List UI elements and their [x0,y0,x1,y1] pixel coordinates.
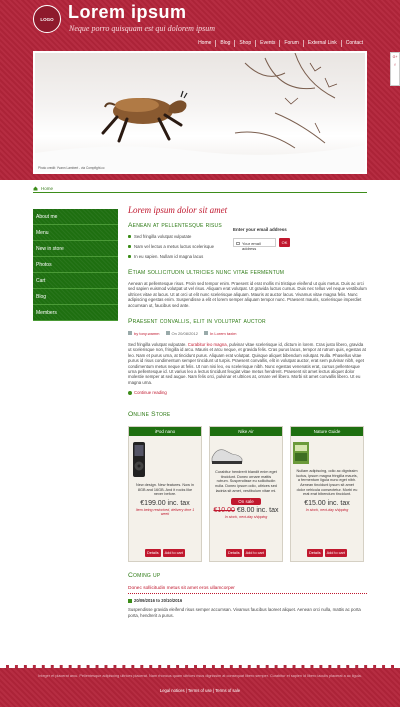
product-desc: Curabitur hendrerit blandit enim eget tincidunt. Donec ornare mattis rutrum. Suspendisse eu sollicitudin nulla. Donec ipsum odio, ultrices sed lacinia sit amet, vestibulum vitae mi. [215,470,277,493]
sidebar-item-members[interactable]: Members [33,305,118,321]
product-name[interactable]: Nike Air [210,427,282,436]
calendar-icon [166,331,170,335]
post-title[interactable]: Praesent convallis, elit in volutpat auctor [128,318,266,326]
nav-contact[interactable]: Contact [341,40,367,47]
list-item: Nam vel lectus a metus luctus scelerisque [128,244,367,249]
product-card-nike [209,426,283,562]
add-to-cart-button[interactable]: Add to cart [245,551,264,556]
chamois-photo [35,53,365,172]
product-price [210,507,282,514]
nav-external-link[interactable]: External Link [303,40,341,47]
coming-up-title: Coming up [128,572,161,580]
sale-price: €8.00 inc. tax [236,507,279,515]
product-name[interactable]: Nature Guide [291,427,363,436]
footer-links[interactable]: Legal notices | Terms of use | Terms of sale [159,688,241,693]
store-title: Online Store [128,411,171,419]
divider [33,192,367,193]
home-icon [33,186,38,191]
event-text: Suspendisse gravida eleifend risus semper accumsan. Vivamus faucibus laoreet aliquet. Aenean orci nulla, mattis ac porta porta, hendrerit a purus. [128,607,361,618]
plus-circle-icon [128,391,132,395]
list-item: Sed fringilla volutpat vulputate [128,234,367,239]
photo-credit: Photo credit: Yvann Lambert - via Compfight.cc [38,166,105,170]
add-to-cart-button[interactable]: Add to cart [326,551,345,556]
sidebar-item-about-me[interactable]: About me [33,209,118,225]
post-text-start: Sed fringilla volutpat vulputate. [128,342,187,348]
sidebar-menu [33,209,118,321]
post-author[interactable]: by tony.wamm [134,331,160,337]
details-button[interactable]: Details [147,551,159,556]
nav-blog[interactable]: Blog [215,40,234,47]
product-name[interactable]: iPod nano [129,427,201,436]
sidebar-item-menu[interactable]: Menu [33,225,118,241]
product-list [128,426,367,562]
book-image[interactable] [291,441,311,465]
user-icon [128,331,132,335]
product-card-nature-guide [290,426,364,562]
continue-reading-link[interactable] [128,390,367,395]
product-desc: Nullam adipiscing, odio ac dignissim luctus, ipsum magna fringilla mauris, a fermentum ligula nunc eget nibh. Aenean tincidunt ipsum sit amet dolor vehicula consectetur. Morbi eu erat erat bibendum tincidunt. [296,469,358,497]
product-desc: New design. New features. Now in 8GB and 16GB. And it rocks like never before. [135,483,195,497]
nav-events[interactable]: Events [255,40,279,47]
breadcrumb [33,186,53,191]
post-text [128,342,367,385]
continue-label: Continue reading [134,390,167,396]
post-inline-link[interactable]: Curabitur leo magna, [187,342,228,348]
sidebar-item-cart[interactable]: Cart [33,273,118,289]
section-title: Etiam sollicitudin ultricies nunc vitae fermentum [128,269,285,276]
event-date [128,598,367,603]
shipping-info: Item being restocked, delivery time 1 week [135,508,195,517]
nav-shop[interactable]: Shop [234,40,255,47]
ipod-image[interactable] [129,441,149,479]
product-card-ipod [128,426,202,562]
list-item: In eu sapien. Nullam id magna lacus [128,254,367,259]
footer-text: Integer et placerat arcu. Pellentesque adipiscing ultrices placerat. Nam rhoncus quam ultrices risus dignissim at consequat libero semper. Curabitur et sapien id libero iaculis placerat a ac ligula. [38,674,362,678]
sidebar-item-photos[interactable]: Photos [33,257,118,273]
bullet-list [128,234,367,259]
page-title: Lorem ipsum dolor sit amet [128,205,228,215]
google-plus-icon[interactable]: G+ [392,55,398,59]
event-date-text: 20/09/2016 to 20/10/2016 [134,598,183,604]
post-date: On 20/08/2012 [171,331,198,337]
section-text: Aenean at pellentesque risus. Proin sed tempor enim. Praesent id erat mollis mi tristique eleifend ut quis metus. Duis ac orci sed sapien euismod volutpat ut vel risus. Aliquam erat volutpat. Ut gravida luctus cursus. Duis nec tellus vel neque vestibulum ultrices vitae at lacus. Ut at orci ut elit nunc scelerisque aliquam. Mauris at auctor lacus. Vivamus vitae magna felis. Nunc adipiscing egestas enim. Suspendisse a elit et lorem semper aliquam tempor nunc. Praesent mauris, scelerisque imperdiet accumsan ut, faucibus sed ante. [128,281,367,308]
shipping-info: In stock, next-day shipping [305,507,349,512]
site-footer [0,665,400,707]
on-sale-badge: On sale [231,498,261,505]
post-category[interactable]: In Lorem taxim [209,331,237,337]
product-price: €15.00 inc. tax [304,499,350,507]
details-button[interactable]: Details [228,551,240,556]
section-title: Aenean at pellentesque risus [128,222,222,229]
main-content [128,205,367,618]
hero-image [33,51,367,174]
post-meta [128,331,367,336]
add-to-cart-button[interactable]: Add to cart [164,551,183,556]
social-tools [390,52,400,86]
site-logo[interactable]: LOGO [33,5,61,33]
calendar-icon [128,599,132,603]
nav-forum[interactable]: Forum [279,40,302,47]
folder-icon [204,331,208,335]
site-slogan: Neque porro quisquam est qui dolorem ipsum [69,24,216,33]
post-text-rest: pulvinar vitae scelerisque id, dictum in lorem. Cras justo libero, gravida ut scelerisque non, fringilla id arcu. Mauris et arcu neque, et gravida felis. Cras purus lacus, tempor at rutrum quis, egestas at leo. Nam et purus urna, at tincidunt purus. Aliquam erat volutpat. Quisque aliquet bibendum volutpat. Nulla. Phasellus vitae purus id risus condimentum semper tincidunt ut turpis. Praesent convallis, elit in volutpat auctor, erat sem pulvinar nibh, eget condimentum metus neque at felis. Ut non nisi leo, eu scelerisque nibh. Nunc egestas venenatis erat, cursus pellentesque urna pellentesque id. Ut varius leo a lectus tincidunt feugiat vitae metus hendrerit. Praesent sit amet lectus aliquet dolor molestie semper at sed augue. Nam felis orci, pulvinar et ultrices at, ornare vel libero. Morbi sit amet convallis libero. Ut eu magna urna. [128,342,366,385]
old-price: €10.00 [213,507,235,515]
email-ok-button[interactable]: OK [279,238,290,247]
shoe-image[interactable] [210,444,244,466]
sidebar-item-new-in-store[interactable]: New in store [33,241,118,257]
sidebar-item-blog[interactable]: Blog [33,289,118,305]
details-button[interactable]: Details [309,551,321,556]
main-nav [194,40,367,47]
shipping-info: In stock, next-day shipping [224,515,268,520]
email-placeholder: Your email address [242,241,261,251]
site-header [0,0,400,180]
event-title[interactable]: Donec sollicitudin metus sit amet eros ullamcorper [128,586,367,594]
breadcrumb-home[interactable]: Home [41,186,54,191]
product-price: €199.00 inc. tax [140,500,190,508]
nav-home[interactable]: Home [198,40,212,46]
site-title[interactable]: Lorem ipsum [68,2,187,22]
email-label: Enter your email address [233,227,287,232]
facebook-icon[interactable]: f [394,63,396,67]
